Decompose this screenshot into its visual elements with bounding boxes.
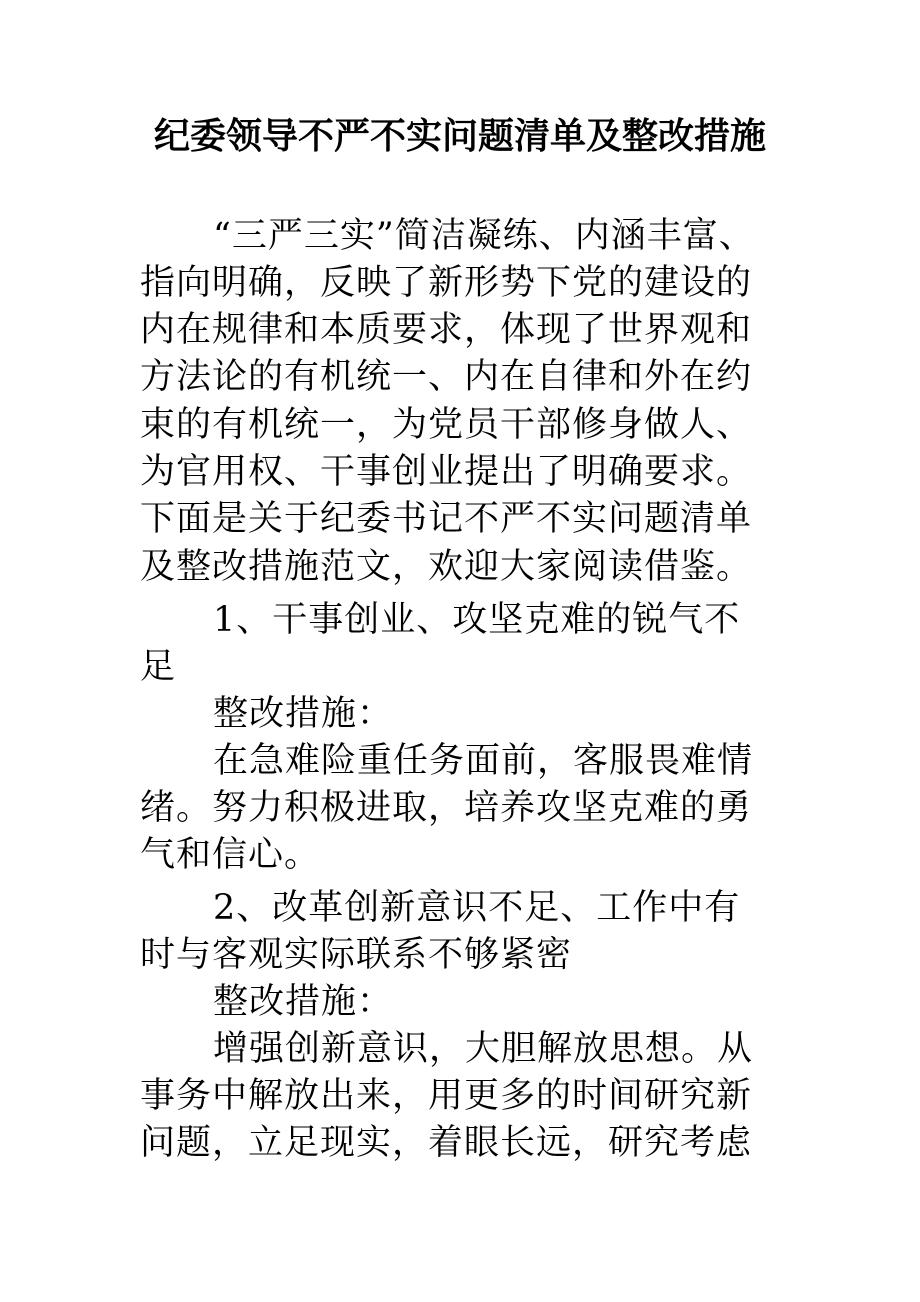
paragraph-line: 增强创新意识，大胆解放思想。从 — [213, 1029, 754, 1069]
paragraph-line: 事务中解放出来，用更多的时间研究新 — [140, 1076, 753, 1116]
paragraph-line: 及整改措施范文，欢迎大家阅读借鉴。 — [140, 547, 753, 587]
paragraph-line: 下面是关于纪委书记不严不实问题清单 — [140, 499, 753, 539]
paragraph-line: 问题，立足现实，着眼长远，研究考虑 — [140, 1123, 753, 1163]
item-heading-line: 时与客观实际联系不够紧密 — [140, 935, 573, 975]
paragraph-line: 为官用权、干事创业提出了明确要求。 — [140, 452, 753, 492]
paragraph-line: 内在规律和本质要求，体现了世界观和 — [140, 310, 753, 350]
measures-label: 整改措施： — [213, 694, 394, 734]
paragraph-line: 方法论的有机统一、内在自律和外在约 — [140, 357, 753, 397]
paragraph-line: “三严三实”简洁凝练、内涵丰富、 — [213, 216, 755, 256]
item-heading-line: 1、干事创业、攻坚克难的锐气不 — [213, 600, 741, 640]
item-heading-line: 足 — [140, 647, 177, 687]
paragraph-line: 在急难险重任务面前，客服畏难情 — [213, 741, 754, 781]
paragraph-line: 气和信心。 — [140, 835, 321, 875]
paragraph-line: 指向明确，反映了新形势下党的建设的 — [140, 263, 753, 303]
item-heading-line: 2、改革创新意识不足、工作中有 — [213, 888, 741, 928]
measures-label: 整改措施： — [213, 982, 394, 1022]
paragraph-line: 束的有机统一，为党员干部修身做人、 — [140, 405, 753, 445]
paragraph-line: 绪。努力积极进取，培养攻坚克难的勇 — [140, 788, 753, 828]
document-title: 纪委领导不严不实问题清单及整改措施 — [153, 115, 766, 157]
